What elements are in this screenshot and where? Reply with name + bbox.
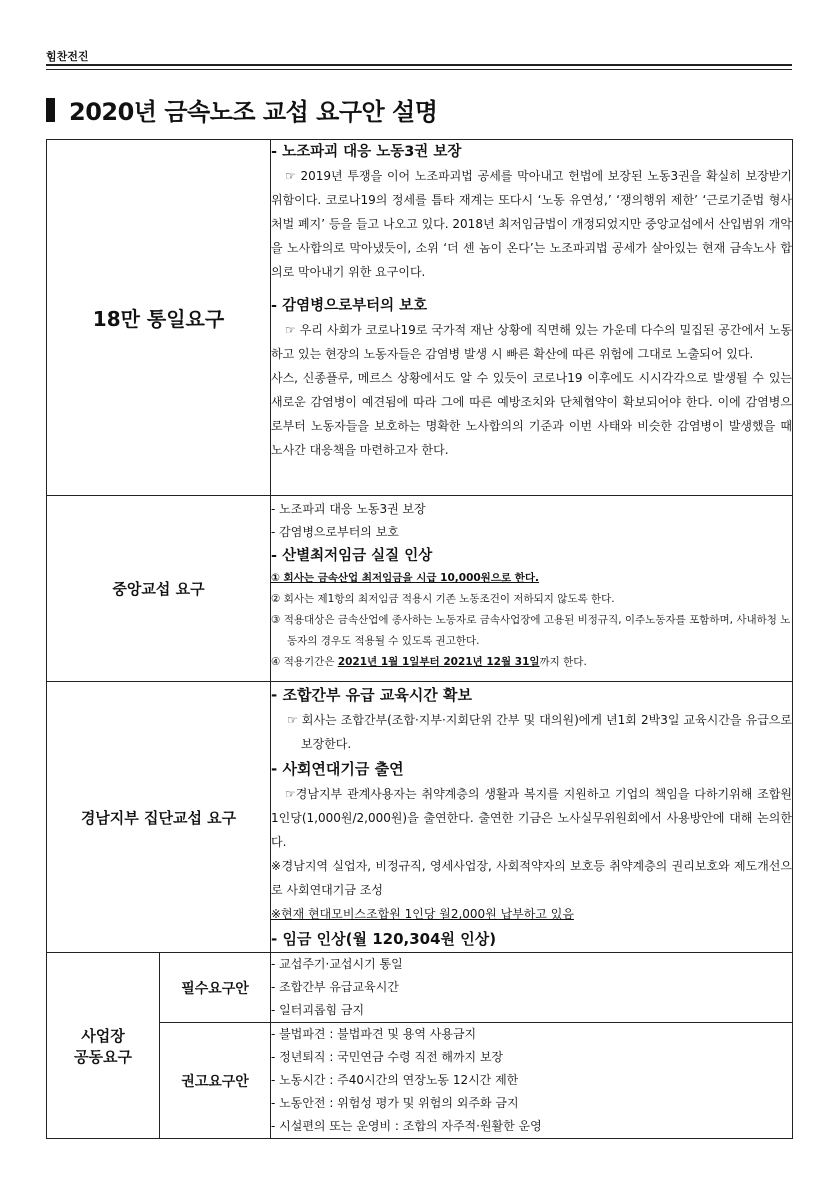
section-row-central (47, 496, 793, 682)
title-bar-icon (46, 98, 55, 122)
sub-label-recommended: 권고요구안 (160, 1023, 271, 1139)
page-title-text: 2020년 금속노조 교섭 요구안 설명 (69, 98, 438, 126)
paragraph-solidarity-fund: ☞경남지부 관계사용자는 취약계층의 생활과 복지를 지원하고 기업의 책임을 다하기위해 조합원 1인당(1,000원/2,000원)을 출연한다. 출연한 기금은 노사실무위원회에서 사용방안에 대해 논의한다. (271, 787, 792, 849)
min-wage-item-2: ② 회사는 제1항의 최저임금 적용시 기존 노동조건이 저하되지 않도록 한다. (271, 593, 615, 605)
section-label-gyeongnam: 경남지부 집단교섭 요구 (47, 682, 271, 953)
section-label-workplace (47, 953, 160, 1139)
paragraph-infection-2: 사스, 신종플루, 메르스 상황에서도 알 수 있듯이 코로나19 이후에도 시시각각으로 발생될 수 있는 새로운 감염병이 예견됨에 따라 그에 따른 예방조치와 단체협약이 확보되어야 한다. 이에 감염병으로부터 노동자들을 보호하는 명확한 노사합의의 기준과 이번 사태와 비슷한 감염병이 발생했을 때 노사간 대응책을 마련하고자 한다. (271, 371, 792, 457)
min-wage-item-4-a: ④ 적용기간은 (271, 656, 338, 668)
paragraph-solidarity-note: ※경남지역 실업자, 비정규직, 영세사업장, 사회적약자의 보호등 취약계층의 권리보호와 제도개선으로 사회연대기금 조성 (271, 859, 792, 897)
heading-education-time: - 조합간부 유급 교육시간 확보 (271, 686, 472, 704)
min-wage-item-4-period: 2021년 1월 1일부터 2021년 12월 31일 (337, 656, 540, 668)
central-item-labor-rights: - 노조파괴 대응 노동3권 보장 (271, 502, 426, 516)
recommended-item-4: - 노동안전 : 위험성 평가 및 위험의 외주화 금지 (271, 1096, 519, 1110)
recommended-item-3: - 노동시간 : 주40시간의 연장노동 12시간 제한 (271, 1073, 519, 1087)
heading-infection-protection: - 감염병으로부터의 보호 (271, 298, 428, 314)
paragraph-infection-1: ☞ 우리 사회가 코로나19로 국가적 재난 상황에 직면해 있는 가운데 다수의 밀집된 공간에서 노동하고 있는 현장의 노동자들은 감염병 발생 시 빠른 확산에 따른 위험에 그대로 노출되어 있다. (271, 323, 792, 361)
recommended-item-1: - 불법파견 : 불법파견 및 용역 사용금지 (271, 1027, 477, 1041)
required-item-2: - 조합간부 유급교육시간 (271, 980, 399, 994)
paragraph-current-payment: ※현재 현대모비스조합원 1인당 월2,000원 납부하고 있음 (271, 907, 574, 921)
heading-wage-increase: - 임금 인상(월 120,304원 인상) (271, 930, 497, 948)
section-content-unified (271, 140, 793, 496)
min-wage-item-4-c: 까지 한다. (539, 656, 587, 668)
heading-min-wage: - 산별최저임금 실질 인상 (271, 548, 433, 564)
section-content-central (271, 496, 793, 682)
section-row-workplace-required (47, 953, 793, 1023)
required-list (271, 953, 793, 1023)
required-item-3: - 일터괴롭힘 금지 (271, 1003, 365, 1017)
demands-table (46, 139, 793, 1139)
sub-label-required: 필수요구안 (160, 953, 271, 1023)
recommended-item-2: - 정년퇴직 : 국민연금 수령 직전 해까지 보장 (271, 1050, 504, 1064)
central-item-infection: - 감염병으로부터의 보호 (271, 525, 399, 539)
section-row-unified (47, 140, 793, 496)
min-wage-item-1: ① 회사는 금속산업 최저임금을 시급 10,000원으로 한다. (271, 572, 540, 584)
recommended-item-5: - 시설편의 또는 운영비 : 조합의 자주적·원활한 운영 (271, 1119, 542, 1133)
required-item-1: - 교섭주기·교섭시기 통일 (271, 957, 403, 971)
paragraph-labor-rights: ☞ 2019년 투쟁을 이어 노조파괴법 공세를 막아내고 헌법에 보장된 노동3권을 확실히 보장받기 위함이다. 코로나19의 정세를 틈타 재계는 또다시 ‘노동 유연성,’ ‘쟁의행위 제한’ ‘근로기준법 형사처벌 폐지’ 등을 들고 나오고 있다. 2018년 최저임금법이 개정되었지만 중앙교섭에서 산입범위 개악을 노사합의로 막아냈듯이, 소위 ‘더 센 놈이 온다’는 노조파괴법 공세가 살아있는 현재 금속노사 합의로 막아내기 위한 요구이다. (271, 169, 792, 279)
section-label-central: 중앙교섭 요구 (47, 496, 271, 682)
section-content-gyeongnam (271, 682, 793, 953)
page-title (46, 92, 437, 127)
min-wage-item-4 (271, 652, 792, 673)
section-row-gyeongnam (47, 682, 793, 953)
paragraph-education-time: ☞ 회사는 조합간부(조합·지부·지회단위 간부 및 대의원)에게 년1회 2박3일 교육시간을 유급으로 보장한다. (287, 713, 792, 751)
heading-solidarity-fund: - 사회연대기금 출연 (271, 760, 404, 778)
header-tag: 힘찬전진 (46, 50, 89, 63)
header-rule (46, 64, 792, 70)
section-label-workplace-1: 사업장 (81, 1026, 125, 1045)
recommended-list (271, 1023, 793, 1139)
section-label-workplace-2: 공동요구 (74, 1047, 132, 1066)
min-wage-item-3: ③ 적용대상은 금속산업에 종사하는 노동자로 금속사업장에 고용된 비정규직, 이주노동자를 포함하며, 사내하청 노동자의 경우도 적용될 수 있도록 권고한다. (271, 614, 791, 647)
heading-labor-rights: - 노조파괴 대응 노동3권 보장 (271, 144, 462, 160)
section-label-unified: 18만 통일요구 (47, 140, 271, 496)
